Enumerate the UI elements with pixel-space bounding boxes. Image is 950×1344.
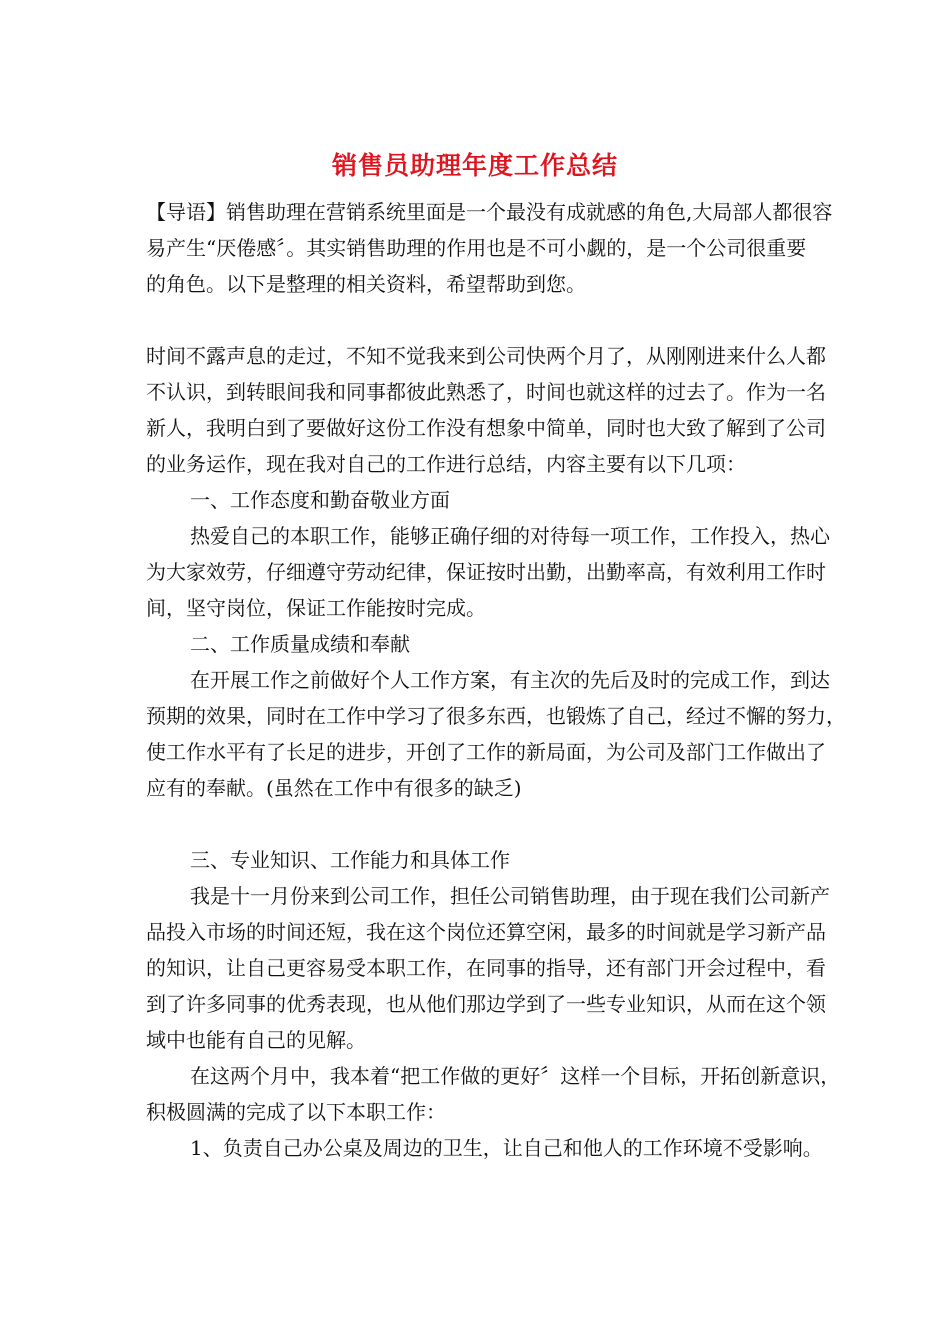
section-heading: 二、工作质量成绩和奉献 — [190, 632, 410, 656]
paragraph-line: 【导语】销售助理在营销系统里面是一个最没有成就感的角色,大局部人都很容 — [146, 200, 833, 224]
paragraph-line: 热爱自己的本职工作，能够正确仔细的对待每一项工作，工作投入，热心 — [190, 524, 830, 548]
paragraph-line: 在这两个月中，我本着“把工作做的更好〞这样一个目标，开拓创新意识， — [190, 1064, 841, 1088]
paragraph-line: 应有的奉献。(虽然在工作中有很多的缺乏) — [146, 776, 522, 800]
paragraph-line: 预期的效果，同时在工作中学习了很多东西，也锻炼了自己，经过不懈的努力， — [146, 704, 846, 728]
paragraph-line: 积极圆满的完成了以下本职工作： — [146, 1100, 446, 1124]
paragraph-line: 为大家效劳，仔细遵守劳动纪律，保证按时出勤，出勤率高，有效利用工作时 — [146, 560, 826, 584]
paragraph-line: 的角色。以下是整理的相关资料，希望帮助到您。 — [146, 272, 586, 296]
paragraph-line: 不认识，到转眼间我和同事都彼此熟悉了，时间也就这样的过去了。作为一名 — [146, 380, 826, 404]
section-heading: 三、专业知识、工作能力和具体工作 — [190, 848, 510, 872]
paragraph-line: 使工作水平有了长足的进步，开创了工作的新局面，为公司及部门工作做出了 — [146, 740, 826, 764]
paragraph-line: 在开展工作之前做好个人工作方案，有主次的先后及时的完成工作，到达 — [190, 668, 830, 692]
paragraph-line: 我是十一月份来到公司工作，担任公司销售助理，由于现在我们公司新产 — [190, 884, 830, 908]
section-heading: 一、工作态度和勤奋敬业方面 — [190, 488, 450, 512]
paragraph-line: 的业务运作，现在我对自己的工作进行总结，内容主要有以下几项： — [146, 452, 746, 476]
paragraph-line: 间，坚守岗位，保证工作能按时完成。 — [146, 596, 486, 620]
paragraph-line: 到了许多同事的优秀表现，也从他们那边学到了一些专业知识，从而在这个领 — [146, 992, 826, 1016]
paragraph-line: 域中也能有自己的见解。 — [146, 1028, 366, 1052]
paragraph-line: 新人，我明白到了要做好这份工作没有想象中简单，同时也大致了解到了公司 — [146, 416, 826, 440]
paragraph-line: 的知识，让自己更容易受本职工作，在同事的指导，还有部门开会过程中，看 — [146, 956, 826, 980]
paragraph-line: 时间不露声息的走过，不知不觉我来到公司快两个月了，从刚刚进来什么人都 — [146, 344, 826, 368]
paragraph-line: 品投入市场的时间还短，我在这个岗位还算空闲，最多的时间就是学习新产品 — [146, 920, 826, 944]
document-title: 销售员助理年度工作总结 — [331, 151, 618, 180]
list-item: 1、负责自己办公桌及周边的卫生，让自己和他人的工作环境不受影响。 — [190, 1136, 823, 1160]
paragraph-line: 易产生“厌倦感〞。其实销售助理的作用也是不可小觑的，是一个公司很重要 — [146, 236, 807, 260]
